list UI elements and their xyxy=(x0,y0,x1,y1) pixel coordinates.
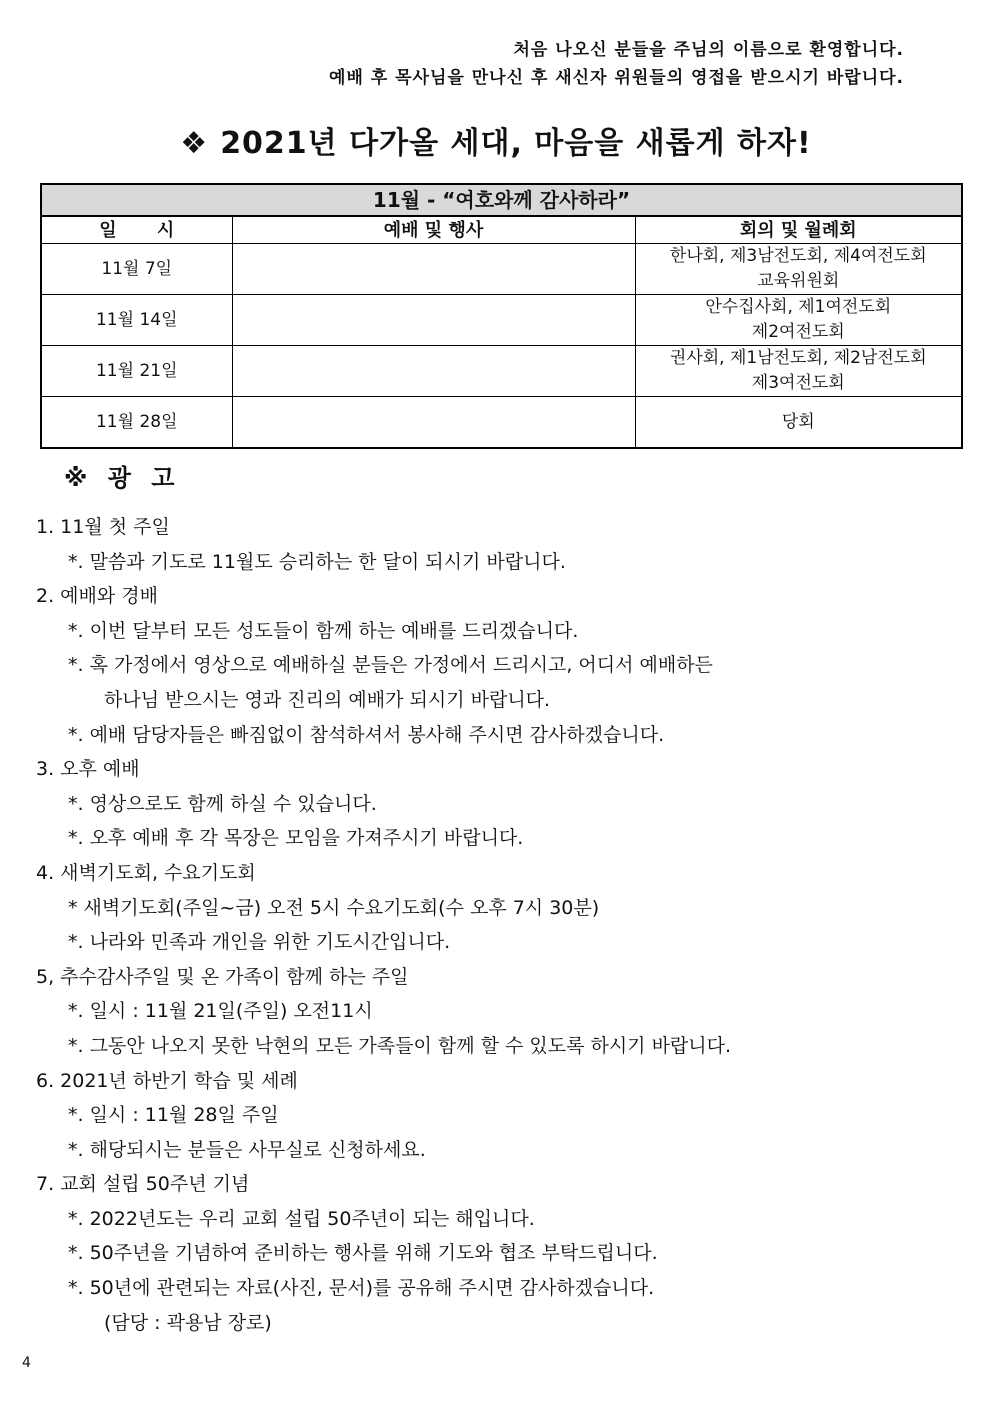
announcement-line: *. 예배 담당자들은 빠짐없이 참석하셔서 봉사해 주시면 감사하겠습니다. xyxy=(68,723,665,746)
meeting-cell xyxy=(635,346,962,397)
event-cell xyxy=(232,346,635,397)
meeting-cell xyxy=(635,295,962,346)
page-number: 4 xyxy=(22,1355,31,1371)
date-cell: 11월 21일 xyxy=(41,346,232,397)
page-title xyxy=(0,118,992,162)
table-row xyxy=(41,346,962,397)
event-cell xyxy=(232,244,635,295)
date-cell: 11월 7일 xyxy=(41,244,232,295)
schedule-table xyxy=(40,183,963,449)
welcome-line-2: 예배 후 목사님을 만나신 후 새신자 위원들의 영접을 받으시기 바랍니다. xyxy=(329,68,904,88)
announcement-title: 6. 2021년 하반기 학습 및 세례 xyxy=(36,1069,298,1092)
welcome-message xyxy=(329,36,904,92)
announcement-line: *. 50년에 관련되는 자료(사진, 문서)를 공유해 주시면 감사하겠습니다. xyxy=(68,1277,655,1300)
announcement-line: *. 나라와 민족과 개인을 위한 기도시간입니다. xyxy=(68,931,451,954)
announcements xyxy=(36,510,956,1340)
meeting-line: 제3여전도회 xyxy=(751,373,845,393)
announcement-title: 4. 새벽기도회, 수요기도회 xyxy=(36,861,256,884)
meeting-line: 한나회, 제3남전도회, 제4여전도회 xyxy=(669,246,927,266)
meeting-line: 안수집사회, 제1여전도회 xyxy=(705,297,892,317)
announcement-line: *. 오후 예배 후 각 목장은 모임을 가져주시기 바랍니다. xyxy=(68,827,524,850)
table-row xyxy=(41,397,962,449)
meeting-line: 교육위원회 xyxy=(757,271,840,291)
meeting-line: 권사회, 제1남전도회, 제2남전도회 xyxy=(669,348,927,368)
title-text: 2021년 다가올 세대, 마음을 새롭게 하자! xyxy=(220,126,812,161)
table-row xyxy=(41,295,962,346)
ads-heading: ※ 광 고 xyxy=(64,464,181,492)
header-meeting: 회의 및 월례회 xyxy=(635,216,962,244)
announcement-line: *. 그동안 나오지 못한 낙현의 모든 가족들이 함께 할 수 있도록 하시기 바랍니다. xyxy=(68,1034,732,1057)
header-date: 일 시 xyxy=(41,216,232,244)
welcome-line-1: 처음 나오신 분들을 주님의 이름으로 환영합니다. xyxy=(513,40,904,60)
announcement-line: (담당 : 곽용남 장로) xyxy=(104,1311,272,1334)
date-cell: 11월 28일 xyxy=(41,397,232,449)
announcement-line: *. 50주년을 기념하여 준비하는 행사를 위해 기도와 협조 부탁드립니다. xyxy=(68,1242,658,1265)
event-cell xyxy=(232,397,635,449)
announcement-line: *. 영상으로도 함께 하실 수 있습니다. xyxy=(68,792,377,815)
meeting-line: 제2여전도회 xyxy=(751,322,845,342)
diamond-icon: ❖ xyxy=(180,126,209,161)
announcement-line: *. 혹 가정에서 영상으로 예배하실 분들은 가정에서 드리시고, 어디서 예배하든 xyxy=(68,654,713,677)
table-row xyxy=(41,244,962,295)
announcement-line: *. 일시 : 11월 28일 주일 xyxy=(68,1104,279,1127)
date-cell: 11월 14일 xyxy=(41,295,232,346)
announcement-line: *. 이번 달부터 모든 성도들이 함께 하는 예배를 드리겠습니다. xyxy=(68,619,579,642)
announcement-title: 2. 예배와 경배 xyxy=(36,585,158,608)
announcement-line: *. 해당되시는 분들은 사무실로 신청하세요. xyxy=(68,1138,426,1161)
header-event: 예배 및 행사 xyxy=(232,216,635,244)
announcement-line: *. 2022년도는 우리 교회 설립 50주년이 되는 해입니다. xyxy=(68,1207,535,1230)
announcement-line: *. 일시 : 11월 21일(주일) 오전11시 xyxy=(68,1000,373,1023)
meeting-cell xyxy=(635,397,962,449)
announcement-line: *. 말씀과 기도로 11월도 승리하는 한 달이 되시기 바랍니다. xyxy=(68,550,566,573)
event-cell xyxy=(232,295,635,346)
meeting-line: 당회 xyxy=(781,411,815,432)
announcement-title: 3. 오후 예배 xyxy=(36,758,140,781)
announcement-line: * 새벽기도회(주일~금) 오전 5시 수요기도회(수 오후 7시 30분) xyxy=(68,896,600,919)
announcement-line: 하나님 받으시는 영과 진리의 예배가 되시기 바랍니다. xyxy=(104,688,551,711)
meeting-cell xyxy=(635,244,962,295)
announcement-title: 7. 교회 설립 50주년 기념 xyxy=(36,1173,250,1196)
announcement-title: 1. 11월 첫 주일 xyxy=(36,516,170,538)
announcement-title: 5, 추수감사주일 및 온 가족이 함께 하는 주일 xyxy=(36,965,409,988)
month-title: 11월 - “여호와께 감사하라” xyxy=(41,184,962,216)
